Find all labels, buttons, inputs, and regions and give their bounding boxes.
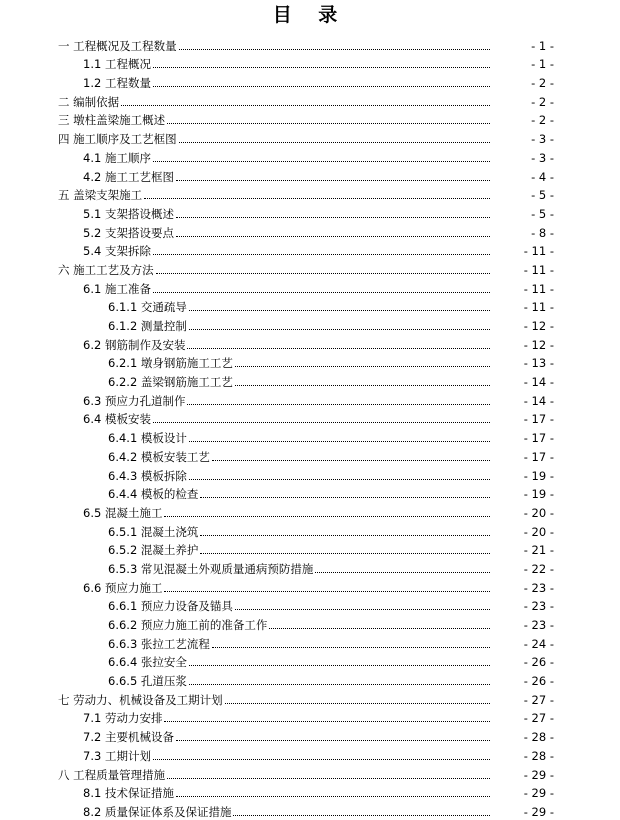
toc-entry-label: 8.1 技术保证措施 [83,786,174,801]
toc-dot-leader [189,310,490,311]
toc-dot-leader [153,292,490,293]
toc-entry[interactable] [0,166,620,185]
toc-entry-label: 六 施工工艺及方法 [58,262,154,277]
toc-entry[interactable] [0,764,620,783]
toc-entry-page-number: - 19 - [523,487,554,502]
toc-entry[interactable] [0,222,620,241]
toc-dot-leader [167,778,490,779]
toc-entry-label: 7.3 工期计划 [83,748,151,763]
toc-entry[interactable] [0,203,620,222]
toc-entry-page-number: - 19 - [523,468,554,483]
toc-dot-leader [164,516,490,517]
toc-entry-label: 6.4.2 模板安装工艺 [108,449,210,464]
toc-entry[interactable] [0,521,620,540]
toc-entry-page-number: - 2 - [531,94,554,109]
toc-dot-leader [153,161,490,162]
toc-entry-page-number: - 28 - [523,730,554,745]
toc-entry[interactable] [0,484,620,503]
toc-entry-page-number: - 1 - [531,38,554,53]
toc-dot-leader [200,553,490,554]
toc-dot-leader [225,703,490,704]
toc-entry-label: 6.5.2 混凝土养护 [108,543,199,558]
toc-dot-leader [189,329,490,330]
toc-entry-page-number: - 26 - [523,655,554,670]
toc-entry-label: 6.6.5 孔道压浆 [108,674,187,689]
toc-dot-leader [176,180,490,181]
toc-dot-leader [153,254,490,255]
toc-entry-page-number: - 26 - [523,674,554,689]
toc-entry[interactable] [0,502,620,521]
toc-dot-leader [200,535,490,536]
toc-entry-page-number: - 11 - [523,281,554,296]
toc-entry-label: 8.2 质量保证体系及保证措施 [83,804,232,819]
toc-entry-label: 6.3 预应力孔道制作 [83,393,186,408]
toc-entry[interactable] [0,54,620,73]
toc-dot-leader [187,348,490,349]
toc-entry-page-number: - 28 - [523,748,554,763]
toc-entry[interactable] [0,783,620,802]
toc-entry-page-number: - 14 - [523,375,554,390]
toc-dot-leader [153,67,490,68]
toc-entry-label: 四 施工顺序及工艺框图 [58,132,177,147]
toc-entry-label: 6.4.1 模板设计 [108,431,187,446]
toc-entry-label: 6.4.3 模板拆除 [108,468,187,483]
toc-entry-page-number: - 3 - [531,150,554,165]
toc-entry-label: 5.2 支架搭设要点 [83,225,174,240]
toc-entry-page-number: - 29 - [523,767,554,782]
toc-entry[interactable] [0,241,620,260]
toc-entry[interactable] [0,652,620,671]
toc-entry[interactable] [0,185,620,204]
toc-entry-page-number: - 8 - [531,225,554,240]
toc-entry-page-number: - 11 - [523,300,554,315]
toc-dot-leader [176,740,490,741]
toc-entry-page-number: - 4 - [531,169,554,184]
toc-dot-leader [189,479,490,480]
toc-dot-leader [164,721,490,722]
toc-title: 目 录 [272,4,348,26]
toc-entry-label: 6.2.2 盖梁钢筋施工工艺 [108,375,233,390]
toc-entry-page-number: - 22 - [523,561,554,576]
toc-entry[interactable] [0,91,620,110]
toc-entry[interactable] [0,371,620,390]
toc-entry-page-number: - 29 - [523,804,554,819]
toc-entry-label: 七 劳动力、机械设备及工期计划 [58,692,223,707]
toc-entry-page-number: - 21 - [523,543,554,558]
toc-entry-page-number: - 12 - [523,337,554,352]
toc-entry-label: 4.2 施工工艺框图 [83,169,174,184]
toc-dot-leader [164,591,490,592]
toc-dot-leader [153,422,490,423]
toc-entry[interactable] [0,353,620,372]
toc-entry-label: 5.4 支架拆除 [83,244,151,259]
toc-entry-page-number: - 17 - [523,412,554,427]
toc-entry-page-number: - 20 - [523,524,554,539]
toc-entry-label: 7.1 劳动力安排 [83,711,163,726]
toc-entry-page-number: - 20 - [523,505,554,520]
toc-dot-leader [212,647,490,648]
toc-entry[interactable] [0,72,620,91]
toc-entry-page-number: - 12 - [523,319,554,333]
toc-entry-label: 7.2 主要机械设备 [83,730,174,745]
toc-entry-page-number: - 23 - [523,580,554,595]
toc-entry-label: 6.1 施工准备 [83,281,151,296]
toc-entry[interactable] [0,558,620,577]
toc-dot-leader [144,198,490,199]
toc-entry-page-number: - 13 - [523,356,554,371]
toc-entry-label: 6.5 混凝土施工 [83,505,163,520]
toc-entry-label: 1.2 工程数量 [83,76,151,91]
toc-entry[interactable] [0,110,620,129]
toc-dot-leader [176,217,490,218]
toc-dot-leader [153,86,490,87]
toc-entry-label: 一 工程概况及工程数量 [58,38,177,53]
toc-entry-label: 6.6.3 张拉工艺流程 [108,636,210,651]
toc-entry[interactable] [0,278,620,297]
toc-dot-leader [176,796,490,797]
toc-entry[interactable] [0,35,620,54]
toc-entry[interactable] [0,708,620,727]
toc-entry-page-number: - 27 - [523,692,554,707]
toc-dot-leader [235,609,490,610]
toc-dot-leader [187,404,490,405]
toc-entry-label: 6.2 钢筋制作及安装 [83,337,186,352]
toc-entry-page-number: - 11 - [523,244,554,259]
toc-dot-leader [167,123,490,124]
toc-entry-label: 1.1 工程概况 [83,57,151,72]
toc-entry-label: 5.1 支架搭设概述 [83,206,174,221]
toc-entry-label: 6.4.4 模板的检查 [108,487,199,502]
toc-entry-page-number: - 5 - [531,188,554,203]
toc-dot-leader [212,460,490,461]
toc-entry-label: 八 工程质量管理措施 [58,767,166,782]
toc-entry[interactable] [0,689,620,708]
toc-dot-leader [156,273,490,274]
toc-entry-label: 6.1.2 测量控制 [108,319,187,333]
toc-entry-label: 6.5.1 混凝土浇筑 [108,524,199,539]
toc-entry-label: 五 盖梁支架施工 [58,188,143,203]
toc-dot-leader [176,236,490,237]
toc-entry[interactable] [0,334,620,353]
toc-dot-leader [189,441,490,442]
toc-dot-leader [269,628,490,629]
toc-dot-leader [233,815,490,816]
toc-entry[interactable] [0,259,620,278]
toc-entry-page-number: - 2 - [531,113,554,128]
toc-entry-page-number: - 23 - [523,599,554,614]
toc-entry[interactable] [0,446,620,465]
toc-entry-page-number: - 17 - [523,449,554,464]
toc-dot-leader [153,759,490,760]
toc-entry-page-number: - 11 - [523,262,554,277]
toc-entry[interactable] [0,670,620,689]
toc-entry[interactable] [0,128,620,147]
toc-entry[interactable] [0,633,620,652]
toc-entry-label: 6.6.1 预应力设备及锚具 [108,599,233,614]
toc-entry-page-number: - 2 - [531,76,554,91]
toc-entry[interactable] [0,596,620,615]
toc-dot-leader [315,572,490,573]
toc-entry-label: 二 编制依据 [58,94,120,109]
toc-entry[interactable] [0,427,620,446]
toc-entry-label: 4.1 施工顺序 [83,150,151,165]
toc-entry-label: 三 墩柱盖梁施工概述 [58,113,166,128]
toc-entry-page-number: - 23 - [523,618,554,632]
toc-entry[interactable] [0,801,620,820]
toc-entry-label: 6.1.1 交通疏导 [108,300,187,315]
toc-dot-leader [179,49,490,50]
toc-entry-label: 6.6.4 张拉安全 [108,655,187,670]
toc-entry-page-number: - 1 - [531,57,554,72]
toc-entry-label: 6.5.3 常见混凝土外观质量通病预防措施 [108,561,314,576]
toc-dot-leader [189,684,490,685]
toc-entry[interactable] [0,147,620,166]
toc-dot-leader [179,142,490,143]
toc-entry-page-number: - 29 - [523,786,554,801]
toc-dot-leader [189,665,490,666]
toc-entry-page-number: - 3 - [531,132,554,147]
toc-dot-leader [235,366,490,367]
toc-dot-leader [200,497,490,498]
toc-entry[interactable] [0,540,620,559]
toc-dot-leader [121,105,490,106]
toc-entry[interactable] [0,390,620,409]
toc-entry-label: 6.2.1 墩身钢筋施工工艺 [108,356,233,371]
toc-entry[interactable] [0,577,620,596]
toc-entry-page-number: - 24 - [523,636,554,651]
toc-entry-label: 6.6 预应力施工 [83,580,163,595]
toc-entry[interactable] [0,465,620,484]
toc-entry-page-number: - 17 - [523,431,554,446]
toc-entry-page-number: - 5 - [531,206,554,221]
toc-entry-page-number: - 27 - [523,711,554,726]
toc-entry[interactable] [0,726,620,745]
toc-entry[interactable] [0,315,620,334]
toc-entry[interactable] [0,614,620,633]
table-of-contents [0,35,620,820]
toc-entry-label: 6.6.2 预应力施工前的准备工作 [108,618,268,632]
toc-entry[interactable] [0,409,620,428]
toc-dot-leader [235,385,490,386]
toc-entry-page-number: - 14 - [523,393,554,408]
toc-entry-label: 6.4 模板安装 [83,412,151,427]
toc-entry[interactable] [0,297,620,316]
toc-entry[interactable] [0,745,620,764]
